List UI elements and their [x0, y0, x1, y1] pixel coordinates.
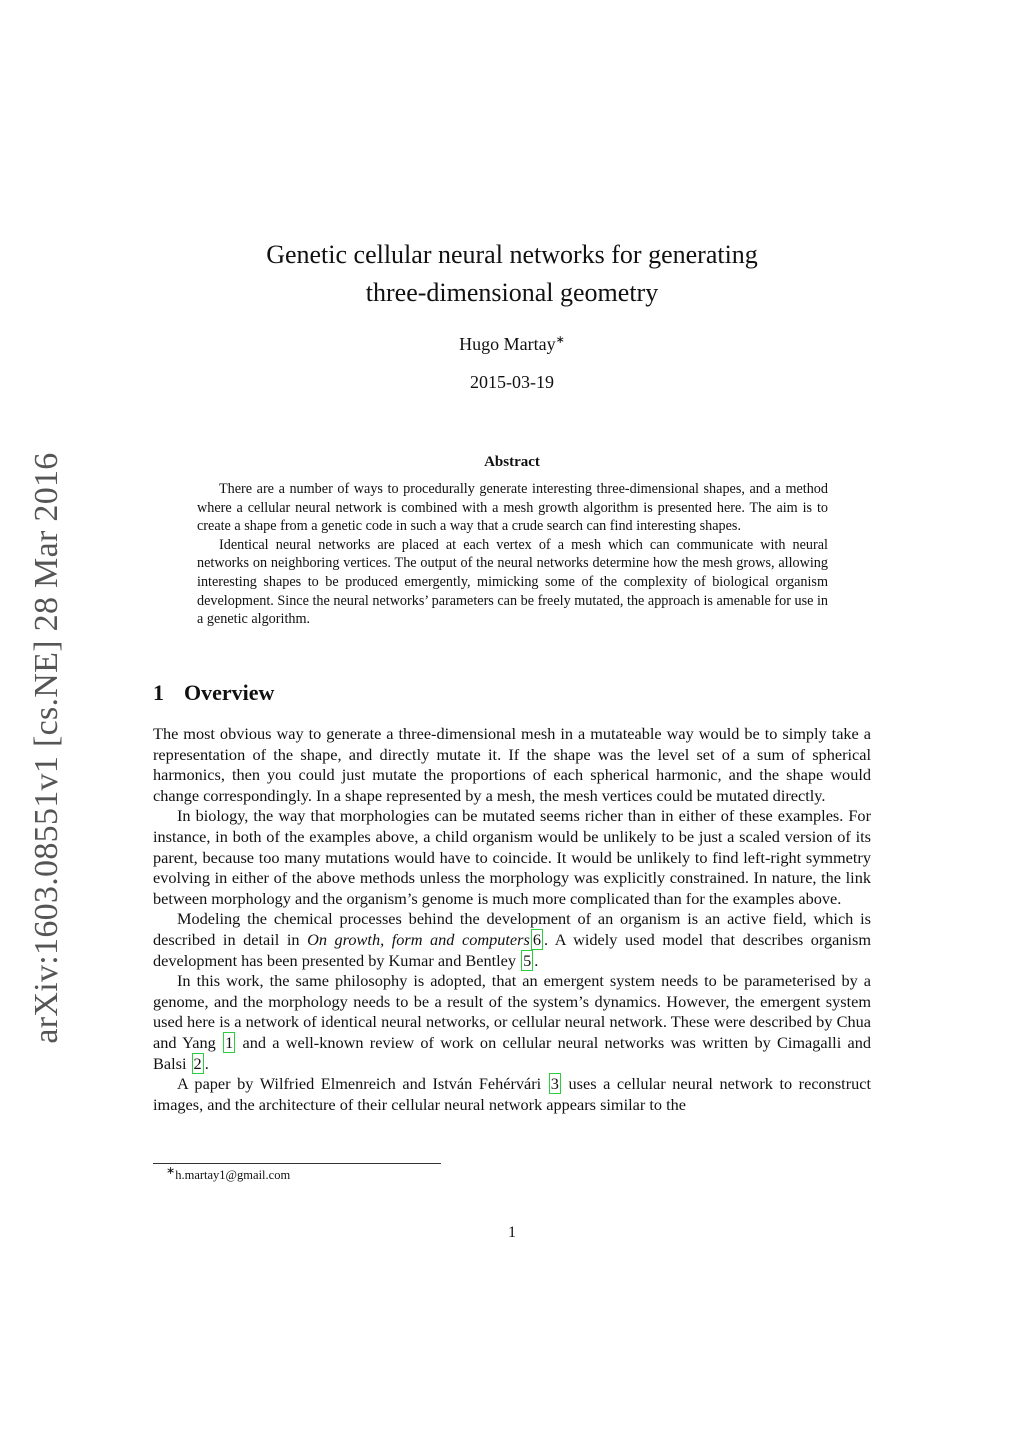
citation-link-3[interactable]: 3: [550, 1074, 559, 1094]
citation-link-1[interactable]: 1: [225, 1032, 234, 1052]
citation-link-6[interactable]: 6: [532, 929, 541, 949]
paper-title: [150, 236, 874, 312]
paper-date: 2015-03-19: [470, 372, 554, 392]
author-name: Hugo Martay: [459, 334, 556, 354]
abstract-paragraph-2: Identical neural networks are placed at each vertex of a mesh which can communicate with neural networks on neighboring vertices. The output of the neural networks determine how the mesh grows, allowing interesting shapes to be produced emergently, mimicking some of the complexity of biological organism development. Since the neural networks’ parameters can be freely mutated, the approach is amenable for use in a genetic algorithm.: [197, 536, 828, 628]
footnote-mark: ∗: [166, 1164, 176, 1177]
text-run: .: [204, 1053, 209, 1073]
citation-link-5[interactable]: 5: [523, 950, 532, 970]
abstract-heading: Abstract: [484, 454, 540, 470]
text-run: A paper by Wilfried Elmenreich and István Fehérvári: [177, 1074, 548, 1094]
abstract-paragraph-1: There are a number of ways to procedurally generate interesting three-dimensional shapes, and a method where a cellular neural network is combined with a mesh growth algorithm is presented here. The aim is to create a shape from a genetic code in such a way that a crude search can find interesting shapes.: [197, 481, 828, 535]
footnote-divider: [153, 1163, 441, 1164]
body-paragraph-1: The most obvious way to generate a three-dimensional mesh in a mutateable way would be to simply take a representation of the shape, and directly mutate it. If the shape was the level set of a sum of spherical harmonics, then you could just mutate the proportions of each spherical harmonic, and the shape would change correspondingly. In a shape represented by a mesh, the mesh vertices could be mutated directly.: [153, 724, 871, 805]
body-paragraph-2: In biology, the way that morphologies can be mutated seems richer than in either of these examples. For instance, in both of the examples above, a child organism would be unlikely to be just a scaled version of its parent, because too many mutations would have to coincide. It would be unlikely to find left-right symmetry evolving in either of the above methods unless the morphology was explicitly constrained. In nature, the link between morphology and the organism’s genome is much more complicated than for the examples above.: [153, 806, 871, 908]
text-run: and a well-known review of work on cellular neural networks was written by Cimagalli and Balsi: [153, 1032, 871, 1073]
text-run: uses a cellular neural network to reconstruct images, and the architecture of their cellular neural network appears similar to the: [153, 1074, 872, 1114]
title-line-2: three-dimensional geometry: [365, 278, 659, 307]
body-paragraph-3: [153, 909, 871, 971]
author-line: [150, 334, 874, 355]
page-number: 1: [508, 1224, 516, 1241]
section-title: Overview: [184, 680, 275, 705]
text-run: In this work, the same philosophy is adopted, that an emergent system needs to be parameterised by a genome, and the morphology needs to be a result of the system’s dynamics. However, the emergent system used here is a network of identical neural networks, or cellular neural network. These were described by Chua and Yang: [153, 971, 871, 1052]
section-heading-overview: [153, 680, 274, 706]
author-footnote-mark[interactable]: ∗: [555, 334, 565, 346]
text-run: .: [534, 950, 539, 970]
section-number: 1: [153, 680, 164, 705]
title-line-1: Genetic cellular neural networks for generating: [266, 240, 758, 269]
section-body: [153, 724, 871, 1115]
text-run: . A widely used model that describes organism development has been presented by Kumar and Bentley: [153, 929, 872, 970]
abstract-body: [197, 480, 828, 629]
book-title-italic: On growth, form and computers: [307, 929, 530, 949]
citation-link-2[interactable]: 2: [193, 1053, 202, 1073]
footnote-email[interactable]: h.martay1@gmail.com: [175, 1168, 291, 1182]
arxiv-identifier-stamp: arXiv:1603.08551v1 [cs.NE] 28 Mar 2016: [28, 452, 65, 1044]
body-paragraph-4: [153, 971, 871, 1074]
footnote: [166, 1164, 291, 1183]
text-run: Modeling the chemical processes behind the development of an organism is an active field, which is described in detail in: [153, 909, 871, 949]
body-paragraph-5: [153, 1074, 871, 1115]
